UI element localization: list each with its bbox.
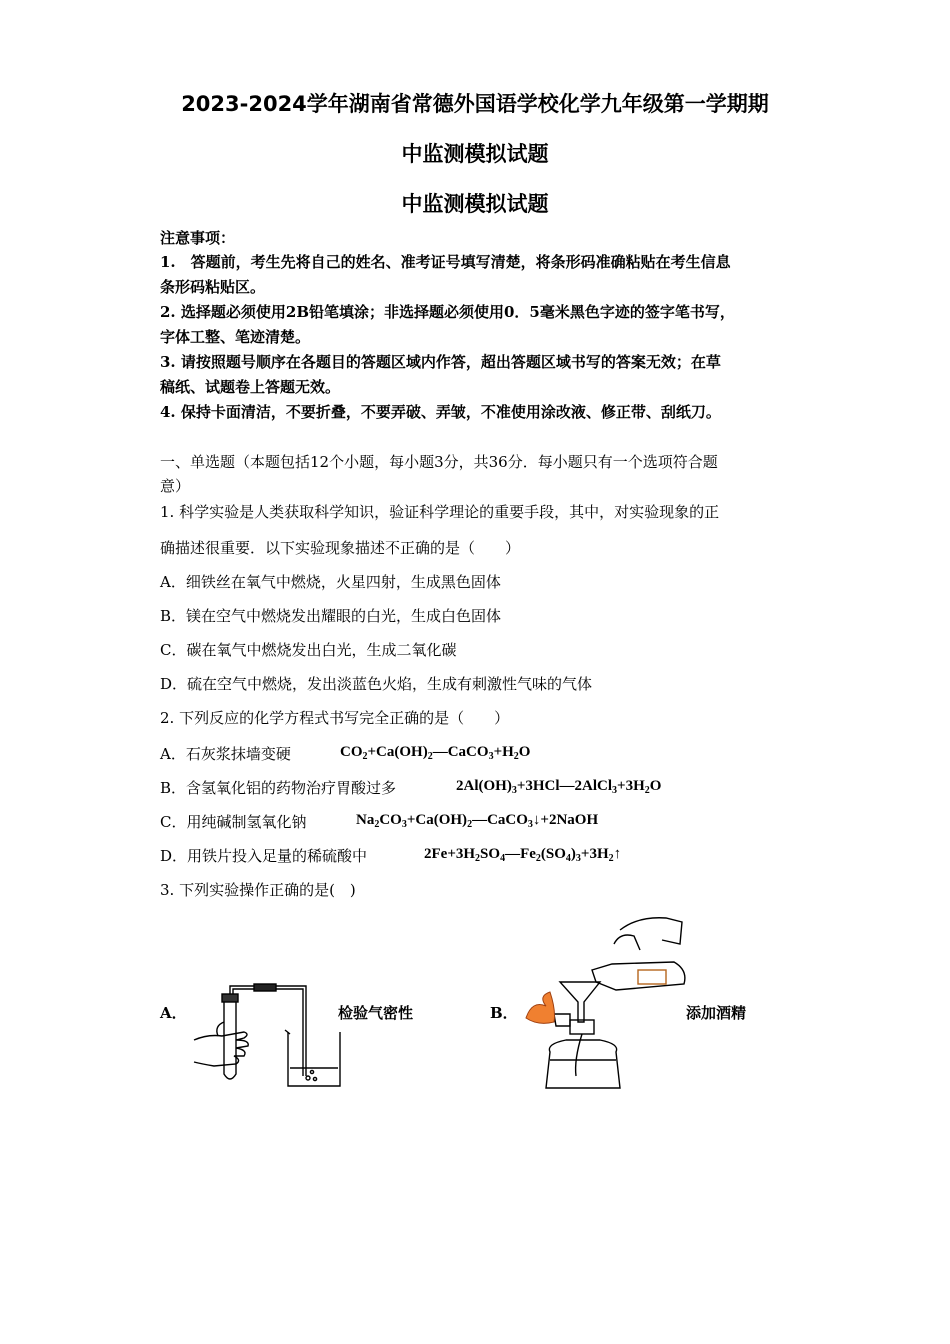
q2-stem: 2. 下列反应的化学方程式书写完全正确的是（ ） [160, 709, 510, 727]
q1-stem: 确描述很重要．以下实验现象描述不正确的是（ ） [160, 539, 521, 557]
exam-title-line2: 中监测模拟试题 [401, 142, 549, 166]
q1-option-d: D．硫在空气中燃烧，发出淡蓝色火焰，生成有刺激性气味的气体 [160, 675, 593, 693]
exam-title-line3: 中监测模拟试题 [401, 192, 549, 216]
q3-option-b-letter: B． [490, 1004, 518, 1022]
q3-option-a-letter: A． [160, 1004, 187, 1022]
q1-option-c: C．碳在氧气中燃烧发出白光，生成二氧化碳 [160, 641, 457, 659]
notice-item: 1. 答题前，考生先将自己的姓名、准考证号填写清楚，将条形码准确粘贴在考生信息 [160, 253, 731, 271]
notice-item: 2. 选择题必须使用2B铅笔填涂；非选择题必须使用0．5毫米黑色字迹的签字笔书写， [160, 303, 735, 321]
q2-option-c-equation: $Na_2CO_3+Ca(OH)_2—CaCO_3↓+2NaOH$ [356, 812, 599, 830]
notice-item: 字体工整、笔迹清楚。 [160, 328, 311, 346]
q2-option-c-label: C．用纯碱制氢氧化钠 [160, 813, 307, 831]
notice-item: 条形码粘贴区。 [160, 278, 266, 296]
notice-item: 4. 保持卡面清洁，不要折叠，不要弄破、弄皱，不准使用涂改液、修正带、刮纸刀。 [160, 403, 721, 421]
section-header: 意） [160, 477, 191, 495]
q2-option-b-equation: $2Al(OH)_3+3HCl—2AlCl_3+3H_2O$ [456, 778, 662, 796]
notice-item: 3. 请按照题号顺序在各题目的答题区域内作答，超出答题区域书写的答案无效；在草 [160, 353, 721, 371]
airtightness-check-illustration [188, 978, 348, 1090]
add-alcohol-illustration [516, 910, 696, 1092]
notice-heading: 注意事项： [160, 229, 236, 247]
q2-option-d-label: D．用铁片投入足量的稀硫酸中 [160, 847, 368, 865]
section-header: 一、单选题（本题包括12个小题，每小题3分，共36分．每小题只有一个选项符合题 [160, 453, 718, 471]
q2-option-a-equation: $CO_2+Ca(OH)_2—CaCO_3+H_2O$ [340, 744, 531, 762]
q1-option-a: A．细铁丝在氧气中燃烧，火星四射，生成黑色固体 [160, 573, 501, 591]
q2-option-a-label: A．石灰浆抹墙变硬 [160, 745, 291, 763]
exam-title-line1: 2023-2024学年湖南省常德外国语学校化学九年级第一学期期 [181, 92, 769, 116]
q1-stem: 1. 科学实验是人类获取科学知识，验证科学理论的重要手段，其中，对实验现象的正 [160, 503, 720, 521]
notice-item: 稿纸、试题卷上答题无效。 [160, 378, 341, 396]
q2-option-b-label: B．含氢氧化铝的药物治疗胃酸过多 [160, 779, 397, 797]
q3-stem: 3. 下列实验操作正确的是( ) [160, 881, 356, 899]
q1-option-b: B．镁在空气中燃烧发出耀眼的白光，生成白色固体 [160, 607, 502, 625]
q3-option-a-caption: 检验气密性 [338, 1004, 414, 1022]
q2-option-d-equation: $2Fe+3H_2SO_4—Fe_2(SO_4)_3+3H_2↑$ [424, 846, 622, 864]
q3-option-b-caption: 添加酒精 [686, 1004, 747, 1022]
